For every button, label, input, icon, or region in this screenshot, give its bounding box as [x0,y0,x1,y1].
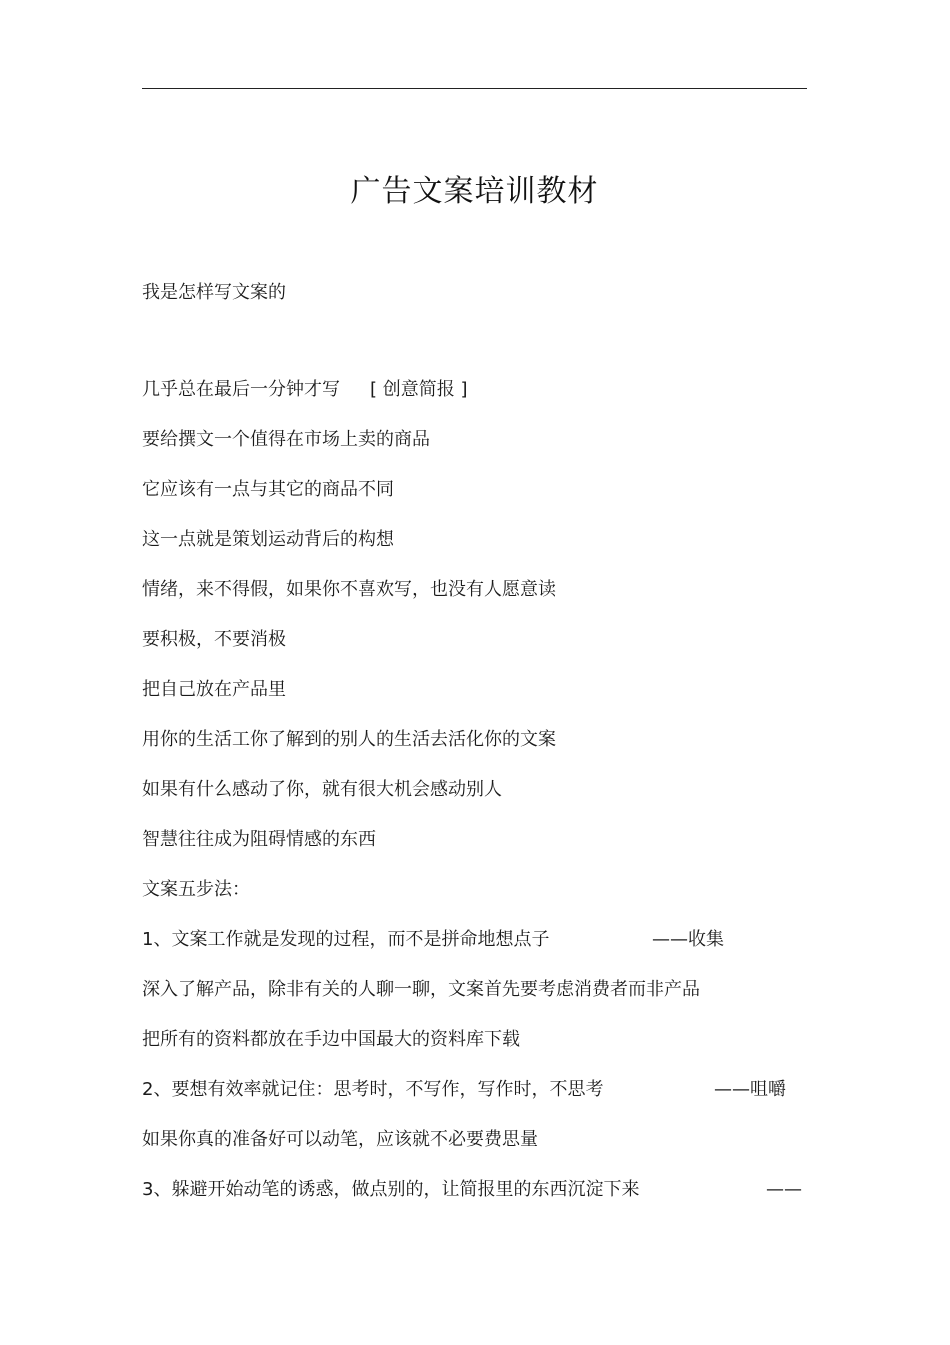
text-line-11: 文案五步法： [142,879,250,900]
text-line-12: 1、文案工作就是发现的过程，而不是拼命地想点子 [142,929,550,950]
text-line-9: 如果有什么感动了你，就有很大机会感动别人 [142,779,502,800]
text-line-16: 如果你真的准备好可以动笔，应该就不必要费思量 [142,1129,538,1150]
text-line-1: 几乎总在最后一分钟才写 [142,379,340,400]
text-line-15: 2、要想有效率就记住：思考时，不写作，写作时，不思考 [142,1079,604,1100]
text-line-10: 智慧往往成为阻碍情感的东西 [142,829,376,850]
text-line-15-tag: ——咀嚼 [714,1079,786,1100]
text-line-17: 3、躲避开始动笔的诱惑，做点别的，让简报里的东西沉淀下来 [142,1179,640,1200]
header-rule [142,88,807,89]
text-line-5: 情绪，来不得假，如果你不喜欢写，也没有人愿意读 [142,579,556,600]
text-line-6: 要积极，不要消极 [142,629,286,650]
text-line-1-tag: [ 创意简报 ] [370,379,468,400]
text-line-2: 要给撰文一个值得在市场上卖的商品 [142,429,430,450]
text-line-14: 把所有的资料都放在手边中国最大的资料库下载 [142,1029,520,1050]
document-title: 广告文案培训教材 [350,174,599,209]
text-line-17-tag: —— [766,1179,802,1200]
text-line-4: 这一点就是策划运动背后的构想 [142,529,394,550]
text-line-8: 用你的生活工你了解到的别人的生活去活化你的文案 [142,729,556,750]
text-line-3: 它应该有一点与其它的商品不同 [142,479,394,500]
text-line-12-tag: ——收集 [652,929,724,950]
text-line-7: 把自己放在产品里 [142,679,286,700]
section-heading: 我是怎样写文案的 [142,282,286,303]
text-line-13: 深入了解产品，除非有关的人聊一聊，文案首先要考虑消费者而非产品 [142,979,700,1000]
